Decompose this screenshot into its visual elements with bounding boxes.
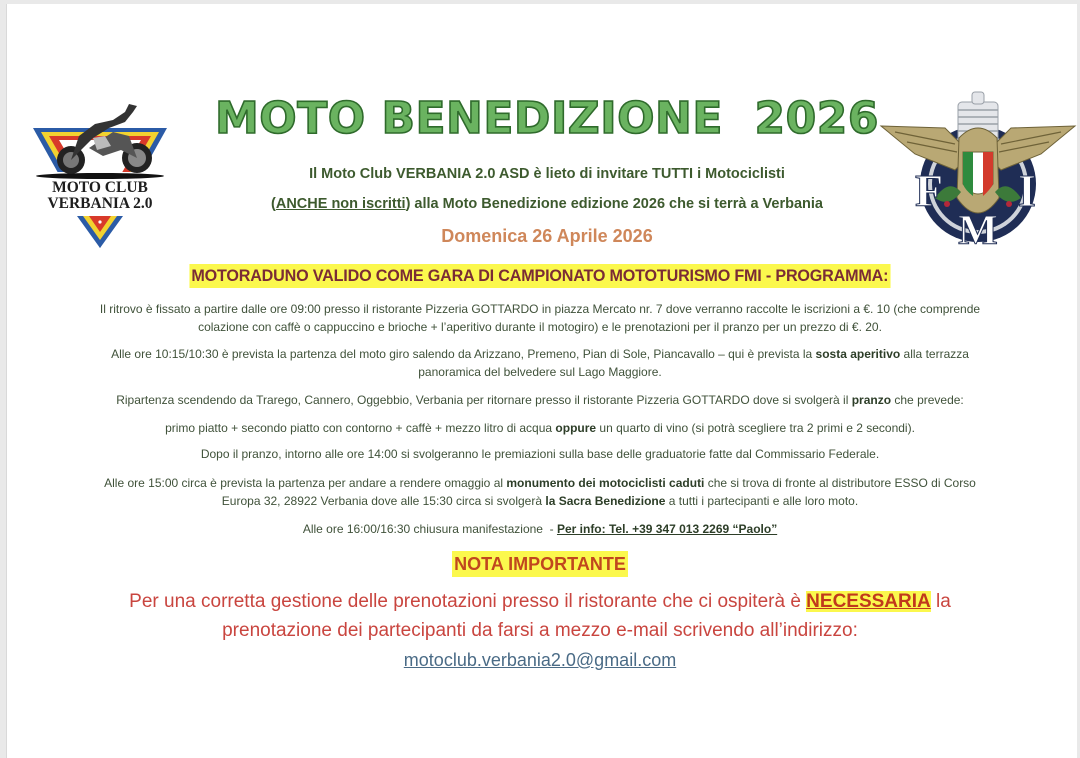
- fmi-letter-i: I: [1018, 165, 1036, 216]
- return-text-b: che prevede:: [891, 393, 964, 407]
- important-note-line-2: prenotazione dei partecipanti da farsi a mezzo e-mail scrivendo all’indirizzo:: [222, 620, 858, 641]
- moto-club-verbania-logo: [33, 98, 167, 254]
- intro-paren-open: (: [271, 196, 276, 212]
- return-text-a: Ripartenza scendendo da Trarego, Cannero, Oggebbio, Verbania per ritornare presso il ristorante Pizzeria GOTTARDO dove si svolgerà il: [116, 393, 852, 407]
- motorcycle-triangle-icon: [33, 98, 167, 254]
- departure-text-a: Alle ore 10:15/10:30 è prevista la partenza del moto giro salendo da Arizzano, Premeno, Pian di Sole, Piancavallo – qui è prevista la: [111, 347, 816, 361]
- blessing-text-d: a tutti i partecipanti e alle loro moto.: [665, 494, 859, 508]
- fmi-letter-m: M: [958, 208, 998, 250]
- closing-text: Alle ore 16:00/16:30 chiusura manifestazione -: [302, 522, 557, 536]
- blessing-text-a: Alle ore 15:00 circa è prevista la partenza per andare a rendere omaggio al: [104, 476, 507, 490]
- email-link[interactable]: motoclub.verbania2.0@gmail.com: [403, 650, 677, 670]
- program-paragraph-awards: Dopo il pranzo, intorno alle ore 14:00 si svolgeranno le premiazioni sulla base delle graduatorie fatte dal Commissario Federale.: [200, 447, 880, 461]
- menu-bold: oppure: [555, 421, 597, 435]
- fmi-letter-f: F: [914, 165, 944, 216]
- fmi-eagle-icon: [875, 88, 1080, 250]
- intro-line-2: [187, 196, 907, 212]
- menu-text-a: primo piatto + secondo piatto con contorno + caffè + mezzo litro di acqua: [165, 421, 556, 435]
- program-paragraph-meeting: [20, 300, 1060, 336]
- program-banner-text: MOTORADUNO VALIDO COME GARA DI CAMPIONATO MOTOTURISMO FMI - PROGRAMMA:: [190, 264, 891, 288]
- program-paragraph-return: [20, 391, 1060, 409]
- intro-line-1: Il Moto Club VERBANIA 2.0 ASD è lieto di invitare TUTTI i Motociclisti: [309, 166, 785, 182]
- departure-line-2: panoramica del belvedere sul Lago Maggiore.: [418, 365, 662, 379]
- program-banner: [0, 264, 1080, 288]
- blessing-text-c: Europa 32, 28922 Verbania dove alle 15:30 circa si svolgerà: [221, 494, 546, 508]
- blessing-bold: monumento dei motociclisti caduti: [506, 476, 705, 490]
- return-bold: pranzo: [851, 393, 892, 407]
- intro-line-2-rest: ) alla Moto Benedizione edizione 2026 che si terrà a Verbania: [405, 196, 823, 212]
- note-text-b: la: [930, 591, 951, 612]
- logo-text-verbania: VERBANIA 2.0: [47, 195, 153, 212]
- fmi-logo: [875, 88, 1080, 250]
- program-paragraph-blessing: [20, 474, 1060, 510]
- note-necessaria: NECESSARIA: [806, 591, 931, 612]
- important-note-heading-text: NOTA IMPORTANTE: [452, 551, 628, 577]
- program-paragraph-menu: [20, 419, 1060, 437]
- note-text-a: Per una corretta gestione delle prenotazioni presso il ristorante che ci ospiterà è: [129, 591, 807, 612]
- email-row: [0, 646, 1080, 674]
- program-paragraph-meeting-line-1: Il ritrovo è fissato a partire dalle ore 09:00 presso il ristorante Pizzeria GOTTARDO in piazza Mercato nr. 7 dove verranno raccolte le iscrizioni a €. 10 (che comprende: [99, 302, 981, 316]
- blessing-bold-2: la Sacra Benedizione: [545, 494, 666, 508]
- blessing-text-b: che si trova di fronte al distributore ESSO di Corso: [704, 476, 976, 490]
- departure-text-b: alla terrazza: [900, 347, 969, 361]
- contact-phone-link[interactable]: Per info: Tel. +39 347 013 2269 “Paolo”: [556, 522, 778, 536]
- important-note-line-1: [40, 588, 1040, 616]
- program-paragraph-closing: [20, 520, 1060, 538]
- page-title: MOTO BENEDIZIONE 2026: [215, 93, 879, 144]
- departure-bold: sosta aperitivo: [815, 347, 901, 361]
- event-date: Domenica 26 Aprile 2026: [441, 226, 653, 246]
- important-note-heading: [0, 551, 1080, 577]
- intro-underlined-text: ANCHE non iscritti: [275, 196, 406, 212]
- program-paragraph-meeting-line-2: colazione con caffè o cappuccino e brioche + l’aperitivo durante il motogiro) e le prenotazioni per il pranzo per un prezzo di €. 20.: [198, 320, 882, 334]
- program-paragraph-departure: [20, 345, 1060, 381]
- menu-text-b: un quarto di vino (si potrà scegliere tra 2 primi e 2 secondi).: [596, 421, 915, 435]
- logo-text-moto-club: MOTO CLUB: [52, 179, 148, 196]
